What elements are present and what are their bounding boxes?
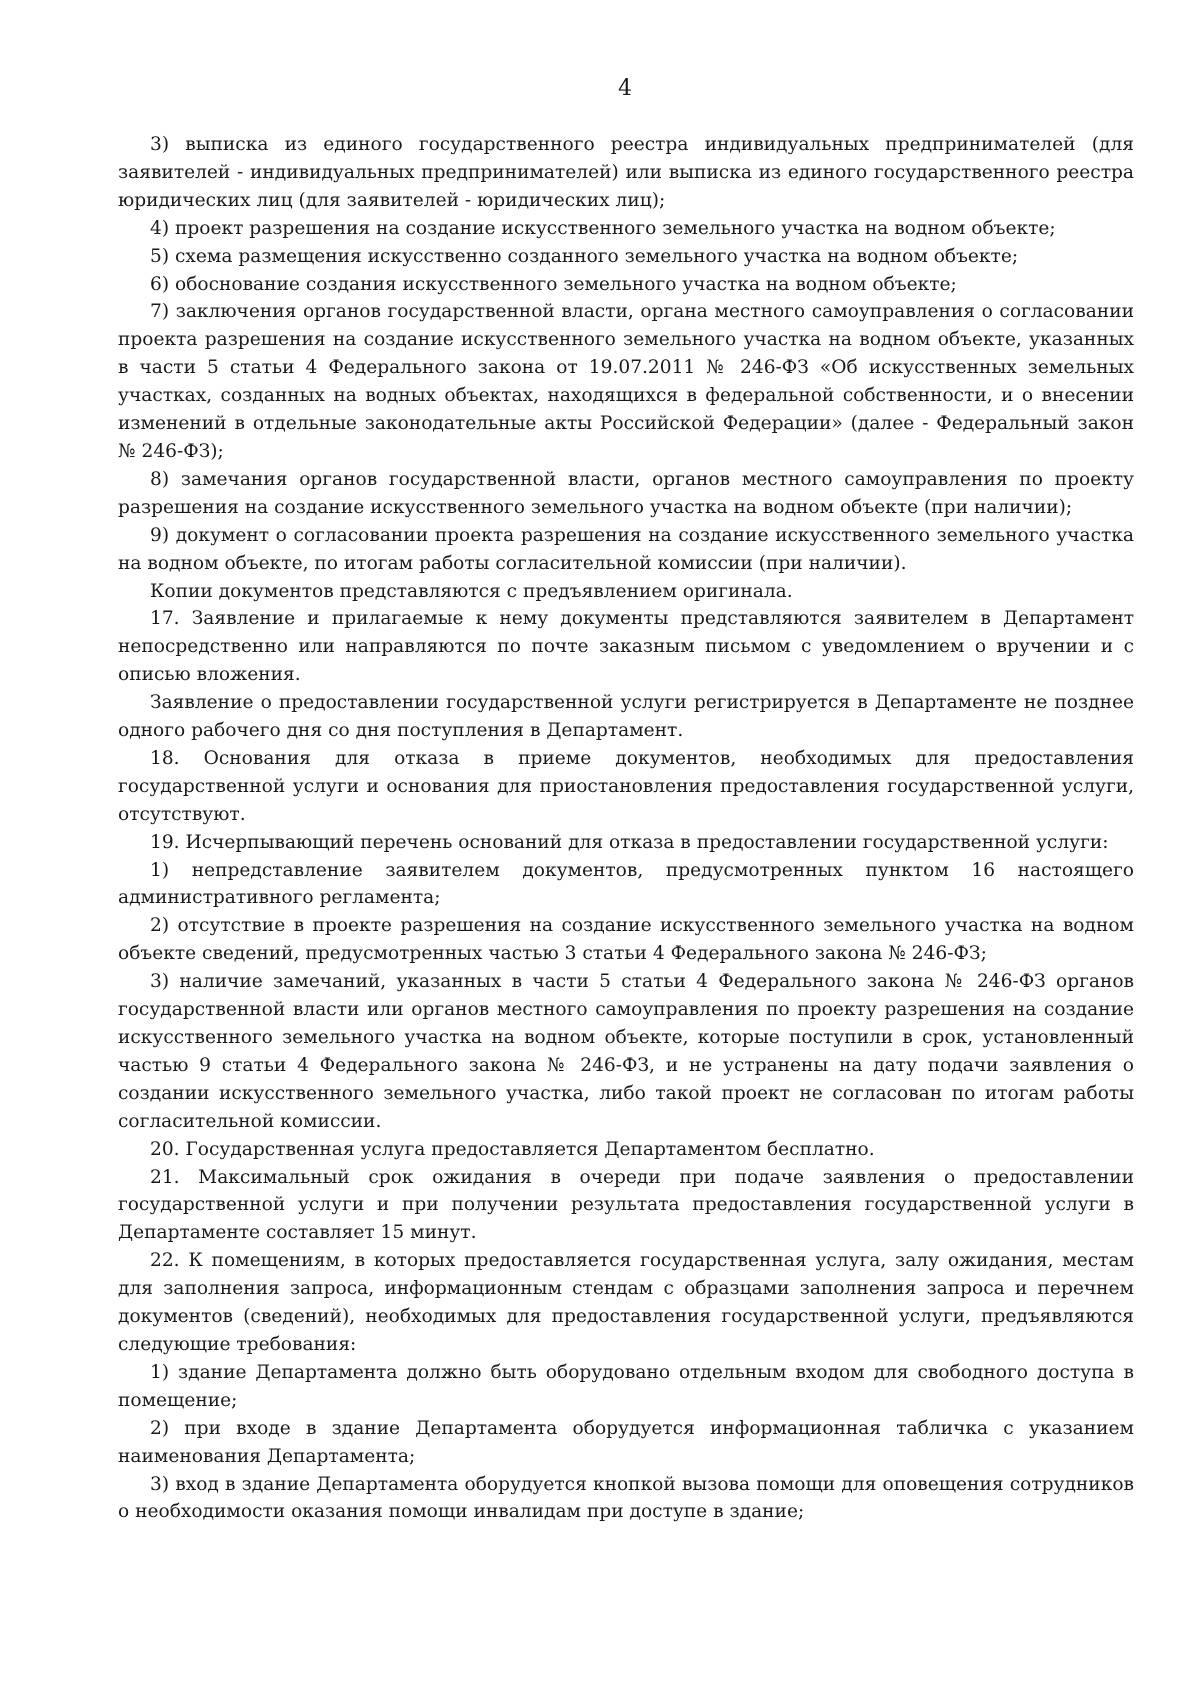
- paragraph-section-18: 18. Основания для отказа в приеме документов, необходимых для предоставления государственной услуги и основания для приостановления предоставления государственной услуги, отсутствуют.: [118, 747, 1134, 825]
- paragraph-section-21: 21. Максимальный срок ожидания в очереди при подаче заявления о предоставлении государственной услуги и при получении результата предоставления государственной услуги в Департаменте составляет 15 минут.: [118, 1166, 1134, 1244]
- paragraph-item-4-project: 4) проект разрешения на создание искусственного земельного участка на водном объекте;: [150, 217, 1056, 239]
- paragraph-section-22: 22. К помещениям, в которых предоставляется государственная услуга, залу ожидания, местам для заполнения запроса, информационным стендам с образцами заполнения запроса и перечнем документов (сведений), необходимых для предоставления государственной услуги, предъявляются следующие требования:: [118, 1250, 1134, 1355]
- paragraph-section-20: 20. Государственная услуга предоставляется Департаментом бесплатно.: [150, 1138, 875, 1160]
- document-body: [118, 131, 1134, 1526]
- paragraph-item-9-approval: 9) документ о согласовании проекта разрешения на создание искусственного земельного участка на водном объекте, по итогам работы согласительной комиссии (при наличии).: [118, 524, 1134, 574]
- paragraph-section-19: 19. Исчерпывающий перечень оснований для отказа в предоставлении государственной услуги:: [150, 831, 1109, 853]
- paragraph-requirement-1: 1) здание Департамента должно быть оборудовано отдельным входом для свободного доступа в помещение;: [118, 1361, 1134, 1411]
- paragraph-item-8-remarks: 8) замечания органов государственной власти, органов местного самоуправления по проекту разрешения на создание искусственного земельного участка на водном объекте (при наличии);: [118, 468, 1134, 518]
- page-number: 4: [618, 76, 632, 101]
- paragraph-item-3-extract: 3) выписка из единого государственного реестра индивидуальных предпринимателей (для заявителей - индивидуальных предпринимателей) или выписка из единого государственного реестра юридических лиц (для заявителей - юридических лиц);: [118, 134, 1134, 211]
- paragraph-section-17: 17. Заявление и прилагаемые к нему документы представляются заявителем в Департамент непосредственно или направляются по почте заказным письмом с уведомлением о вручении и с описью вложения.: [118, 608, 1134, 686]
- paragraph-item-6-justification: 6) обоснование создания искусственного земельного участка на водном объекте;: [150, 273, 957, 295]
- paragraph-refusal-2: 2) отсутствие в проекте разрешения на создание искусственного земельного участка на водном объекте сведений, предусмотренных частью 3 статьи 4 Федерального закона № 246-ФЗ;: [118, 915, 1134, 965]
- paragraph-registration: Заявление о предоставлении государственной услуги регистрируется в Департаменте не позднее одного рабочего дня со дня поступления в Департамент.: [118, 692, 1134, 742]
- paragraph-copies: Копии документов представляются с предъявлением оригинала.: [150, 580, 793, 602]
- paragraph-refusal-1: 1) непредставление заявителем документов, предусмотренных пунктом 16 настоящего административного регламента;: [118, 859, 1134, 909]
- paragraph-item-7-conclusions: 7) заключения органов государственной власти, органа местного самоуправления о согласовании проекта разрешения на создание искусственного земельного участка на водном объекте, указанных в части 5 статьи 4 Федерального закона от 19.07.2011 № 246-ФЗ «Об искусственных земельных участках, созданных на водных объектах, находящихся в федеральной собственности, и о внесении изменений в отдельные законодательные акты Российской Федерации» (далее - Федеральный закон № 246-ФЗ);: [118, 301, 1134, 462]
- paragraph-refusal-3: 3) наличие замечаний, указанных в части 5 статьи 4 Федерального закона № 246-ФЗ органов государственной власти или органов местного самоуправления по проекту разрешения на создание искусственного земельного участка на водном объекте, которые поступили в срок, установленный частью 9 статьи 4 Федерального закона № 246-ФЗ, и не устранены на дату подачи заявления о создании искусственного земельного участка, либо такой проект не согласован по итогам работы согласительной комиссии.: [118, 971, 1134, 1132]
- paragraph-item-5-scheme: 5) схема размещения искусственно созданного земельного участка на водном объекте;: [150, 245, 1019, 267]
- paragraph-requirement-3: 3) вход в здание Департамента оборудуется кнопкой вызова помощи для оповещения сотрудников о необходимости оказания помощи инвалидам при доступе в здание;: [118, 1473, 1134, 1523]
- paragraph-requirement-2: 2) при входе в здание Департамента оборудуется информационная табличка с указанием наименования Департамента;: [118, 1417, 1134, 1467]
